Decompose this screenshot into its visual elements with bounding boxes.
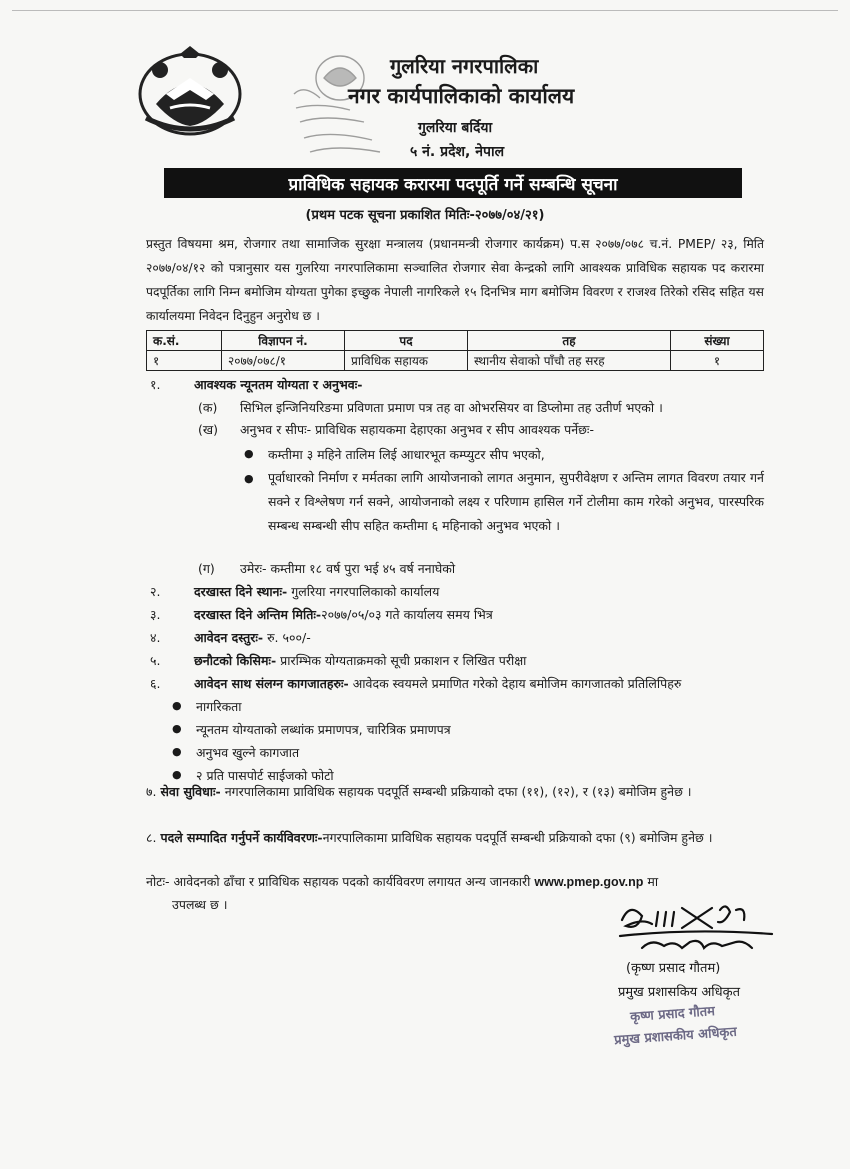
list-item: ● नागरिकता bbox=[196, 698, 242, 715]
section-number: ३. bbox=[150, 607, 161, 622]
section-number: ७. bbox=[146, 784, 157, 799]
note-tail: मा bbox=[647, 874, 659, 889]
section-title: आवश्यक न्यूनतम योग्यता र अनुभवः- bbox=[194, 377, 363, 392]
list-item: ● अनुभव खुल्ने कागजात bbox=[196, 744, 299, 761]
section-label: छनौटको किसिमः- bbox=[194, 653, 277, 668]
section-7 bbox=[146, 780, 764, 804]
table-cell: २०७७/०७८/१ bbox=[222, 351, 345, 371]
section-number: ५. bbox=[150, 653, 161, 668]
item-text: सिभिल इन्जिनियरिङमा प्रविणता प्रमाण पत्र तह वा ओभरसियर वा डिप्लोमा तह उतीर्ण भएको । bbox=[240, 400, 663, 415]
note-text: नोटः- आवेदनको ढाँचा र प्राविधिक सहायक पदको कार्यविवरण लगायत अन्य जानकारी bbox=[146, 874, 531, 889]
note-line bbox=[146, 873, 658, 890]
table-cell: प्राविधिक सहायक bbox=[345, 351, 468, 371]
table-cell: स्थानीय सेवाको पाँचौ तह सरह bbox=[468, 351, 671, 371]
section-line bbox=[194, 606, 493, 623]
section-label: पदले सम्पादित गर्नुपर्ने कार्यविवरणः- bbox=[160, 830, 323, 845]
note-url: www.pmep.gov.np bbox=[534, 875, 644, 889]
section-label: दरखास्त दिने अन्तिम मितिः- bbox=[194, 607, 322, 622]
section-label: दरखास्त दिने स्थानः- bbox=[194, 584, 288, 599]
list-item: ● पूर्वाधारको निर्माण र मर्मतका लागि आयोजनाको लागत अनुमान, सुपरीवेक्षण र अन्तिम लागत विवरण तयार गर्न सक्ने र विश्लेषण गर्न सक्ने, आयोजनाको लक्ष्य र परिणाम हासिल गर्ने टोलीमा काम गरेको अनुभव, पारस्परिक सम्बन्ध सम्बन्धी सीप सहित कम्तीमा ६ महिनाको अनुभव भएको । bbox=[268, 466, 764, 538]
notice-title: प्राविधिक सहायक करारमा पदपूर्ति गर्ने सम्बन्धि सूचना bbox=[164, 168, 742, 198]
section-line bbox=[194, 583, 439, 600]
section-text: नगरपालिकामा प्राविधिक सहायक पदपूर्ति सम्बन्धी प्रक्रियाको दफा (९) बमोजिम हुनेछ । bbox=[322, 830, 713, 845]
item-label: (क) bbox=[198, 400, 218, 415]
list-item: ● २ प्रति पासपोर्ट साईजको फोटो bbox=[196, 767, 334, 784]
section-label: आवेदन साथ संलग्न कागजातहरुः- bbox=[194, 676, 349, 691]
section-line bbox=[194, 652, 526, 669]
section-text: प्रारम्भिक योग्यताक्रमको सूची प्रकाशन र लिखित परीक्षा bbox=[276, 653, 527, 668]
section-text: २०७७/०५/०३ गते कार्यालय समय भित्र bbox=[321, 607, 493, 622]
note-line-2: उपलब्ध छ । bbox=[172, 897, 228, 912]
nepal-emblem-icon bbox=[136, 44, 244, 136]
table-cell: १ bbox=[147, 351, 222, 371]
signatory-name: (कृष्ण प्रसाद गौतम) bbox=[626, 961, 721, 976]
stamp-name: कृष्ण प्रसाद गौतम bbox=[629, 1004, 716, 1025]
item-text: अनुभव र सीपः- प्राविधिक सहायकमा देहाएका अनुभव र सीप आवश्यक पर्नेछः- bbox=[240, 422, 594, 437]
section-line bbox=[194, 629, 311, 646]
item-label: (ग) bbox=[198, 561, 215, 576]
section-number: २. bbox=[150, 584, 161, 599]
item-text: उमेरः- कम्तीमा १८ वर्ष पुरा भई ४५ वर्ष ननाघेको bbox=[240, 561, 456, 576]
section-number: ८. bbox=[146, 830, 157, 845]
table-header: पद bbox=[345, 331, 468, 351]
handwritten-signature bbox=[612, 898, 782, 956]
top-rule bbox=[12, 10, 838, 11]
table-cell: १ bbox=[671, 351, 764, 371]
section-text: नगरपालिकामा प्राविधिक सहायक पदपूर्ति सम्बन्धी प्रक्रियाको दफा (११), (१२), र (१३) बमोजिम हुनेछ । bbox=[220, 784, 692, 799]
province-name: ५ नं. प्रदेश, नेपाल bbox=[410, 144, 505, 160]
table-row bbox=[147, 351, 764, 371]
stamp-title: प्रमुख प्रशासकीय अधिकृत bbox=[613, 1024, 738, 1049]
intro-paragraph: प्रस्तुत विषयमा श्रम, रोजगार तथा सामाजिक सुरक्षा मन्त्रालय (प्रधानमन्त्री रोजगार कार्यक्रम) प.स २०७७/०७८ च.नं. PMEP/ २३, मिति २०७७/०४/१२ को पत्रानुसार यस गुलरिया नगरपालिकामा सञ्चालित रोजगार सेवा केन्द्रको लागि आवश्यक प्राविधिक सहायक पद करारमा पदपूर्तिका लागि निम्न बमोजिम योग्यता पुगेका इच्छुक नेपाली नागरिकले १५ दिनभित्र माग बमोजिम विवरण र राजश्व तिरेको रसिद सहित यस कार्यालयमा निवेदन दिनुहुन अनुरोध छ । bbox=[146, 237, 764, 323]
office-location: गुलरिया बर्दिया bbox=[418, 120, 493, 136]
section-text: आवेदक स्वयमले प्रमाणित गरेको देहाय बमोजिम कागजातको प्रतिलिपिहरु bbox=[348, 676, 682, 691]
section-line bbox=[194, 675, 681, 692]
item-label: (ख) bbox=[198, 422, 218, 437]
list-item: ● कम्तीमा ३ महिने तालिम लिई आधारभूत कम्प्युटर सीप भएको, bbox=[268, 446, 545, 463]
publication-date: (प्रथम पटक सूचना प्रकाशित मितिः-२०७७/०४/२१) bbox=[305, 208, 545, 223]
municipality-name: गुलरिया नगरपालिका bbox=[390, 54, 539, 78]
table-header: संख्या bbox=[671, 331, 764, 351]
table-header-row bbox=[147, 331, 764, 351]
vacancy-table bbox=[146, 330, 764, 371]
section-text: रु. ५००/- bbox=[263, 630, 311, 645]
table-header: तह bbox=[468, 331, 671, 351]
section-number: १. bbox=[150, 377, 161, 392]
section-8 bbox=[146, 826, 764, 850]
table-header: विज्ञापन नं. bbox=[222, 331, 345, 351]
table-header: क.सं. bbox=[147, 331, 222, 351]
office-name: नगर कार्यपालिकाको कार्यालय bbox=[348, 84, 575, 108]
list-item: ● न्यूनतम योग्यताको लब्धांक प्रमाणपत्र, चारित्रिक प्रमाणपत्र bbox=[196, 721, 451, 738]
section-number: ६. bbox=[150, 676, 161, 691]
signatory-title: प्रमुख प्रशासकिय अधिकृत bbox=[618, 985, 741, 1000]
section-label: सेवा सुविधाः- bbox=[160, 784, 221, 799]
section-number: ४. bbox=[150, 630, 161, 645]
section-text: गुलरिया नगरपालिकाको कार्यालय bbox=[287, 584, 440, 599]
section-label: आवेदन दस्तुरः- bbox=[194, 630, 264, 645]
